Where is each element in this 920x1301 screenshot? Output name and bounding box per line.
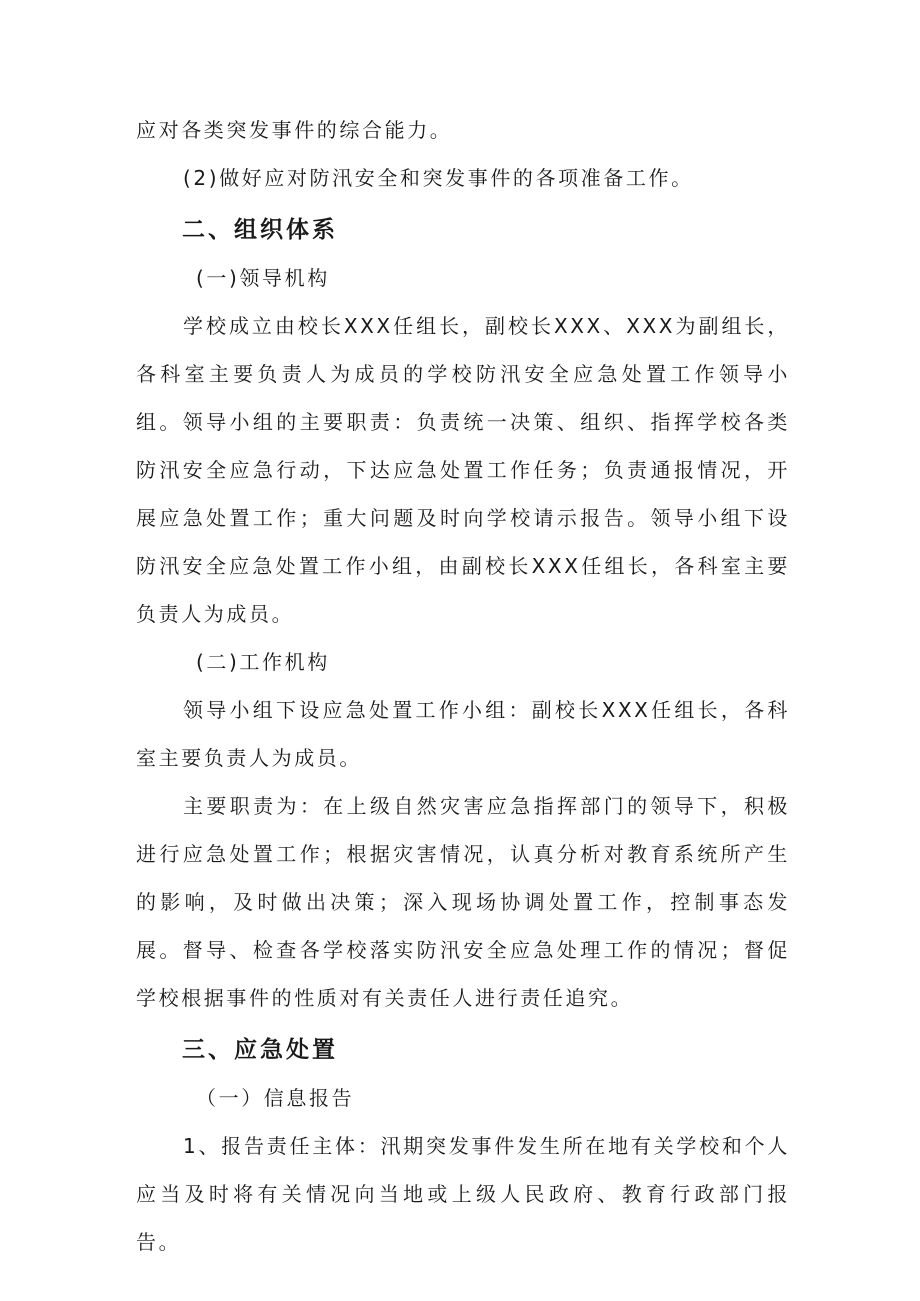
paragraph-leadership: 学校成立由校长XXX任组长，副校长XXX、XXX为副组长，各科室主要负责人为成员的学校防汛安全应急处置工作领导小组。领导小组的主要职责：负责统一决策、组织、指挥学校各类防汛安全应急行动，下达应急处置工作任务；负责通报情况，开展应急处置工作；重大问题及时向学校请示报告。领导小组下设防汛安全应急处置工作小组，由副校长XXX任组长，各科室主要负责人为成员。 [136,314,790,626]
subheading-leadership: (一)领导机构 [196,266,330,290]
paragraph-continued: 应对各类突发事件的综合能力。 [136,118,453,142]
document-body [136,106,790,1266]
paragraph-report-responsibility: 1、报告责任主体：汛期突发事件发生所在地有关学校和个人应当及时将有关情况向当地或上级人民政府、教育行政部门报告。 [136,1134,790,1254]
paragraph-main-duties: 主要职责为：在上级自然灾害应急指挥部门的领导下，积极进行应急处置工作；根据灾害情况，认真分析对教育系统所产生的影响，及时做出决策；深入现场协调处置工作，控制事态发展。督导、检查各学校落实防汛安全应急处理工作的情况；督促学校根据事件的性质对有关责任人进行责任追究。 [136,794,790,1010]
subheading-working-body: (二)工作机构 [196,650,330,674]
section-heading-organization: 二、组织体系 [182,217,338,243]
paragraph-item-2: (2)做好应对防汛安全和突发事件的各项准备工作。 [183,166,694,190]
section-heading-emergency: 三、应急处置 [182,1037,338,1063]
subheading-info-report: （一）信息报告 [196,1086,355,1110]
paragraph-working-group: 领导小组下设应急处置工作小组：副校长XXX任组长，各科室主要负责人为成员。 [136,698,790,770]
